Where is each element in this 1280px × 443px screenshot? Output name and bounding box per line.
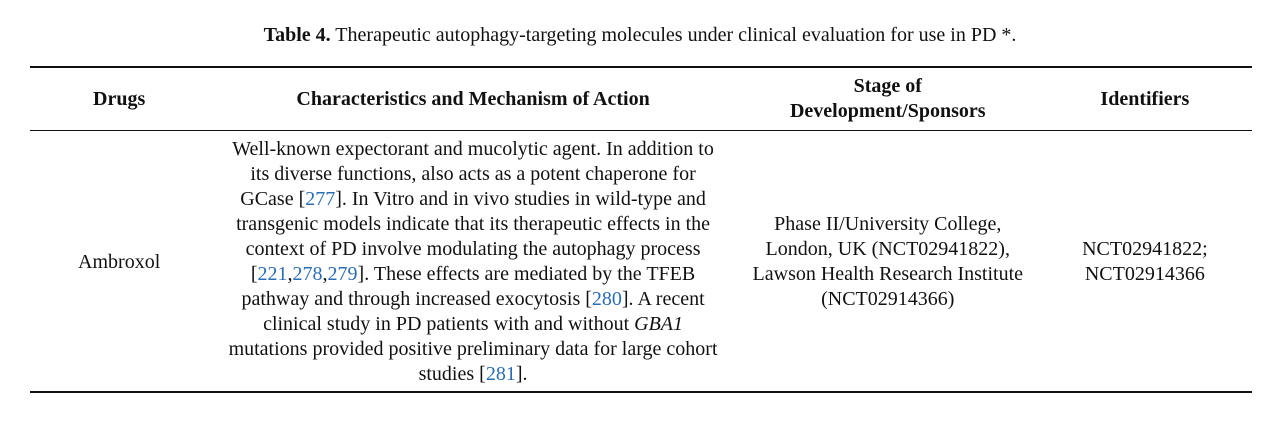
mechanism-text-part: ]. A recent clinical study in PD patients with and without — [263, 288, 705, 335]
header-mechanism: Characteristics and Mechanism of Action — [208, 67, 737, 131]
mechanism-text — [223, 137, 723, 387]
citation-link-221[interactable]: 221 — [257, 263, 288, 285]
header-identifiers: Identifiers — [1038, 67, 1252, 131]
header-drugs: Drugs — [30, 67, 208, 131]
table-header — [30, 67, 1252, 131]
mechanism-text-part: mutations provided positive preliminary data for large cohort studies [ — [228, 338, 718, 385]
header-stage — [738, 67, 1038, 131]
mechanism-text-part: ]. — [515, 363, 528, 385]
stage-text — [748, 212, 1028, 312]
mechanism-text-part: ]. In Vitro and in vivo studies in wild-type and transgenic models indicate that its therapeutic effects in the context of PD involve modulating the autophagy process [ — [236, 188, 710, 285]
gene-name: GBA1 — [634, 313, 684, 335]
caption-label: Table 4. — [263, 24, 331, 46]
citation-link-277[interactable]: 277 — [305, 188, 336, 210]
header-row — [30, 67, 1252, 131]
cell-mechanism — [208, 131, 737, 393]
citation-separator: , — [287, 263, 293, 285]
citation-link-278[interactable]: 278 — [292, 263, 323, 285]
citation-link-281[interactable]: 281 — [485, 363, 516, 385]
citation-separator: , — [322, 263, 328, 285]
table-row — [30, 131, 1252, 393]
citation-link-279[interactable]: 279 — [327, 263, 358, 285]
identifier-1: NCT02941822; — [1082, 238, 1208, 260]
cell-drug: Ambroxol — [78, 250, 161, 273]
header-stage-line2: Development/Sponsors — [789, 100, 986, 122]
stage-line1: Phase II/University College, London, UK (NCT02941822), — [765, 213, 1010, 260]
cell-identifiers — [1038, 131, 1252, 393]
table-body — [30, 131, 1252, 393]
mechanism-text-part: Well-known expectorant and mucolytic agent. In addition to its diverse functions, also acts as a potent chaperone for GCase [ — [232, 138, 714, 210]
therapeutic-molecules-table — [30, 66, 1252, 393]
identifier-2: NCT02914366 — [1084, 263, 1205, 285]
cell-stage — [738, 131, 1038, 393]
mechanism-text-part: ]. These effects are mediated by the TFEB pathway and through increased exocytosis [ — [241, 263, 696, 310]
stage-line2: Lawson Health Research Institute (NCT02914366) — [752, 263, 1023, 310]
header-stage-line1: Stage of — [853, 75, 922, 97]
caption-text: Therapeutic autophagy-targeting molecules under clinical evaluation for use in PD *. — [330, 24, 1017, 46]
table-caption — [0, 22, 1280, 48]
citation-link-280[interactable]: 280 — [591, 288, 622, 310]
